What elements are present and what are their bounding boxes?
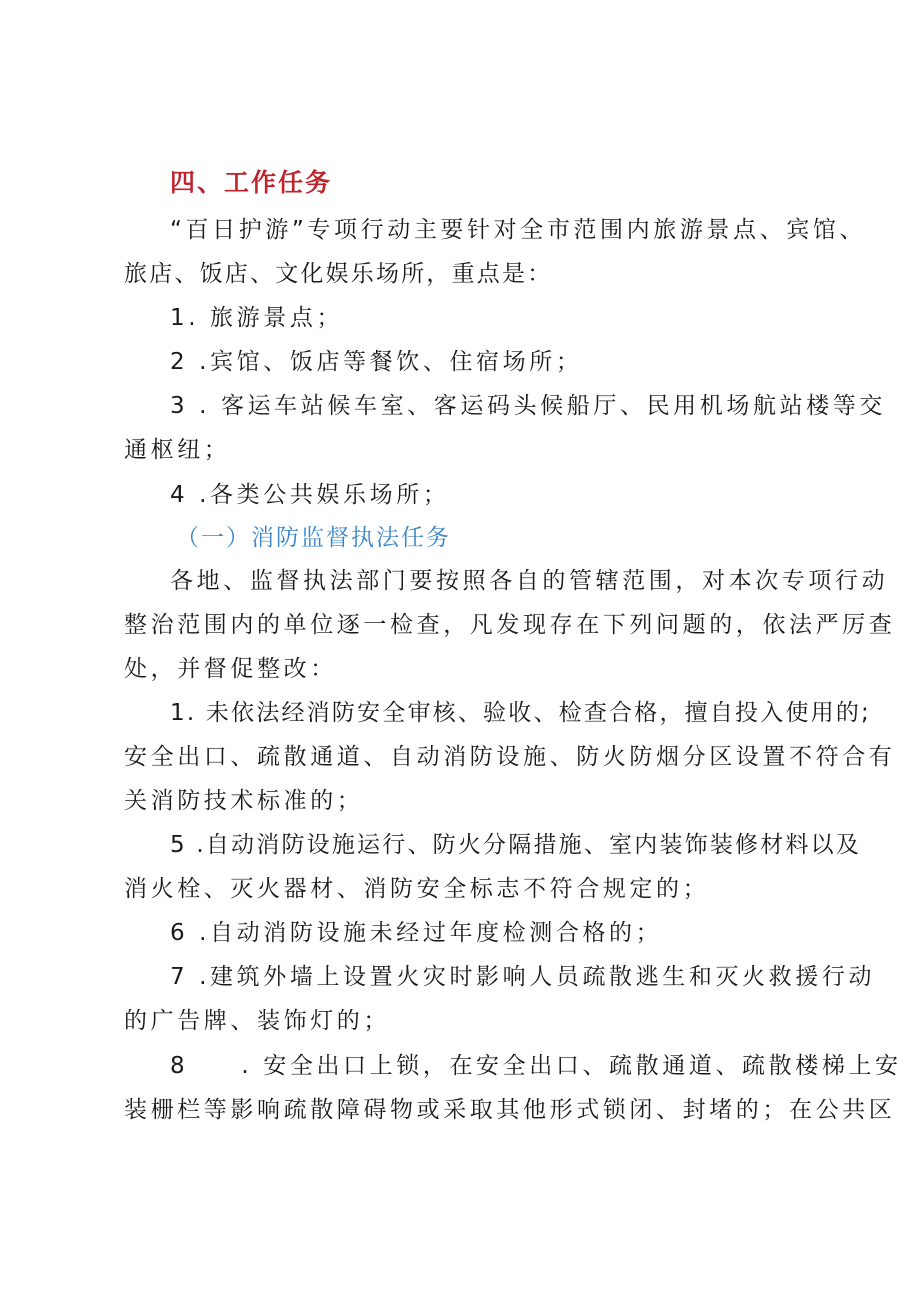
list-item-continuation: 关消防技术标准的； bbox=[124, 788, 364, 814]
list-item: 4 .各类公共娱乐场所； bbox=[170, 482, 450, 508]
paragraph-line: 各地、监督执法部门要按照各自的管辖范围，对本次专项行动 bbox=[170, 568, 889, 594]
list-item: 6 .自动消防设施未经过年度检测合格的； bbox=[170, 920, 663, 946]
list-item-continuation: 安全出口、疏散通道、自动消防设施、防火防烟分区设置不符合有 bbox=[124, 744, 896, 770]
list-item-continuation: 消火栓、灭火器材、消防安全标志不符合规定的； bbox=[124, 876, 710, 902]
paragraph-line: “百日护游”专项行动主要针对全市范围内旅游景点、宾馆、 bbox=[170, 217, 867, 243]
list-item-continuation: 装栅栏等影响疏散障碍物或采取其他形式锁闭、封堵的；在公共区 bbox=[124, 1097, 896, 1123]
list-item: 5 .自动消防设施运行、防火分隔措施、室内装饰装修材料以及 bbox=[170, 832, 862, 858]
paragraph-line: 处，并督促整改： bbox=[124, 656, 337, 682]
list-item-continuation: 的广告牌、装饰灯的； bbox=[124, 1008, 390, 1034]
list-item: 1. 未依法经消防安全审核、验收、检查合格，擅自投入使用的; bbox=[170, 700, 872, 726]
list-item: 1. 旅游景点； bbox=[170, 305, 344, 331]
subsection-heading: （一）消防监督执法任务 bbox=[176, 525, 451, 551]
list-item: 2 .宾馆、饭店等餐饮、住宿场所； bbox=[170, 349, 583, 375]
paragraph-line: 旅店、饭店、文化娱乐场所，重点是： bbox=[124, 261, 553, 287]
list-item: 3 . 客运车站候车室、客运码头候船厅、民用机场航站楼等交 bbox=[170, 393, 886, 419]
section-heading: 四、工作任务 bbox=[170, 168, 333, 197]
list-item: 7 .建筑外墙上设置火灾时影响人员疏散逃生和灭火救援行动 bbox=[170, 964, 876, 990]
list-item: 8 . 安全出口上锁，在安全出口、疏散通道、疏散楼梯上安 bbox=[170, 1053, 902, 1079]
paragraph-line: 整治范围内的单位逐一检查，凡发现存在下列问题的，依法严厉查 bbox=[124, 612, 896, 638]
list-item-continuation: 通枢纽； bbox=[124, 437, 231, 463]
